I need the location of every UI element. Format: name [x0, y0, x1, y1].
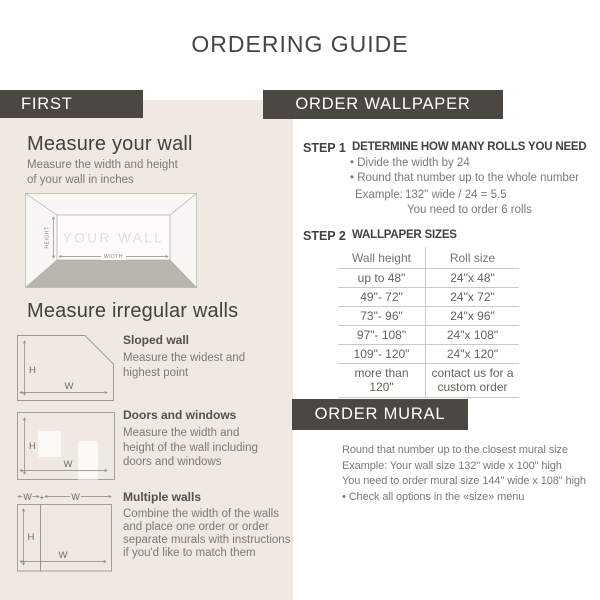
multiple-walls-title: Multiple walls: [123, 490, 202, 504]
row3-wall-height: 73"- 96": [360, 309, 403, 323]
mural-line2: Example: Your wall size 132" wide x 100" high: [342, 459, 562, 472]
step1-bullet2: • Round that number up to the whole number: [350, 171, 580, 184]
doors-windows-title: Doors and windows: [123, 408, 237, 422]
order-wallpaper-header-label: ORDER WALLPAPER: [295, 95, 471, 113]
doors-desc-line2: height of the wall including: [123, 441, 258, 454]
width-label: WIDTH: [104, 254, 123, 260]
row2-roll-size: 24"x 72": [425, 288, 519, 306]
table-row: [338, 345, 519, 364]
step1-label: STEP 1: [303, 141, 346, 155]
wallpaper-size-table: [338, 247, 519, 398]
door-shape: [78, 441, 98, 480]
multi-desc-line3: separate murals with instructions: [123, 534, 291, 546]
sloped-desc-line2: highest point: [123, 366, 189, 379]
multi-w2-label: W: [71, 492, 80, 502]
mural-line3: You need to order mural size 144" wide x 108" high: [342, 475, 586, 487]
multi-h-label: H: [27, 532, 35, 543]
sloped-wall-item: [123, 333, 288, 380]
first-section-header-label: FIRST: [21, 94, 73, 113]
wall-perspective-diagram: [17, 190, 202, 290]
measure-wall-desc-line2: of your wall in inches: [27, 174, 134, 186]
table-row: [338, 326, 519, 345]
multiple-walls-diagram: [17, 492, 115, 572]
multi-desc-line2: and place one order or order: [123, 521, 269, 533]
multi-plus-label: +: [39, 493, 45, 502]
multi-w-label: W: [58, 550, 68, 561]
mural-instructions: [342, 443, 586, 505]
window-shape: [38, 431, 61, 457]
height-label: HEIGHT: [44, 226, 51, 249]
multiple-walls-description: [123, 508, 295, 560]
table-col-wall-height: Wall height: [352, 250, 411, 265]
step1-example-value: 132" wide / 24 = 5.5: [405, 189, 507, 201]
sloped-wall-description: [123, 351, 288, 380]
table-row: [338, 269, 519, 288]
measure-wall-description: [27, 158, 178, 188]
order-mural-header: [292, 399, 468, 430]
irregular-walls-heading: Measure irregular walls: [27, 300, 239, 322]
sloped-desc-line1: Measure the widest and: [123, 352, 246, 364]
order-mural-header-label: ORDER MURAL: [314, 405, 446, 423]
step2-title: WALLPAPER SIZES: [352, 229, 457, 241]
row4-roll-size: 24"x 108": [425, 326, 519, 344]
multi-desc-line1: Combine the width of the walls: [123, 508, 279, 520]
doors-windows-diagram: [17, 412, 115, 480]
table-row: [338, 307, 519, 326]
row6-wall-height: more than 120": [354, 366, 409, 394]
step1-bullets: [350, 156, 579, 185]
multi-w1-label: W: [23, 492, 32, 502]
first-section-header: [0, 90, 143, 118]
sloped-wall-diagram: [17, 335, 115, 401]
mural-line4: • Check all options in the «size» menu: [342, 490, 525, 503]
step1-title: DETERMINE HOW MANY ROLLS YOU NEED: [352, 141, 587, 153]
doors-desc-line3: doors and windows: [123, 456, 222, 468]
doors-w-label: W: [63, 459, 73, 470]
row6-roll-size: contact us for a custom order: [425, 364, 519, 397]
order-wallpaper-header: [263, 90, 503, 119]
doors-windows-description: [123, 426, 291, 470]
page-title: ORDERING GUIDE: [191, 31, 409, 57]
measure-wall-desc-line1: Measure the width and height: [27, 159, 178, 171]
row3-roll-size: 24"x 96": [425, 307, 519, 325]
table-col-roll-size: Roll size: [425, 247, 519, 268]
row2-wall-height: 49"- 72": [360, 290, 403, 304]
multi-wall-right-outline: [41, 505, 112, 572]
row1-wall-height: up to 48": [357, 271, 406, 285]
mural-line1: Round that number up to the closest mural size: [342, 444, 568, 456]
your-wall-label: YOUR WALL: [62, 230, 165, 246]
row5-roll-size: 24"x 120": [425, 345, 519, 363]
table-row: [338, 288, 519, 307]
sloped-w-label: W: [64, 381, 74, 392]
step1-bullet1: • Divide the width by 24: [350, 157, 470, 169]
multiple-walls-item: [123, 490, 295, 560]
step1-example-label: Example:: [355, 189, 403, 201]
measure-wall-heading: Measure your wall: [27, 133, 193, 155]
row1-roll-size: 24"x 48": [425, 269, 519, 287]
doors-windows-item: [123, 408, 291, 470]
step1-example-result: You need to order 6 rolls: [407, 204, 532, 216]
sloped-wall-title: Sloped wall: [123, 333, 190, 347]
table-header-row: [338, 247, 519, 269]
table-row: [338, 364, 519, 398]
multi-desc-line4: if you'd like to match them: [123, 547, 256, 559]
step2-label: STEP 2: [303, 229, 346, 243]
row5-wall-height: 109"- 120": [353, 347, 410, 361]
sloped-h-label: H: [29, 365, 36, 376]
doors-desc-line1: Measure the width and: [123, 427, 240, 439]
row4-wall-height: 97"- 108": [356, 328, 407, 342]
doors-h-label: H: [29, 441, 36, 452]
